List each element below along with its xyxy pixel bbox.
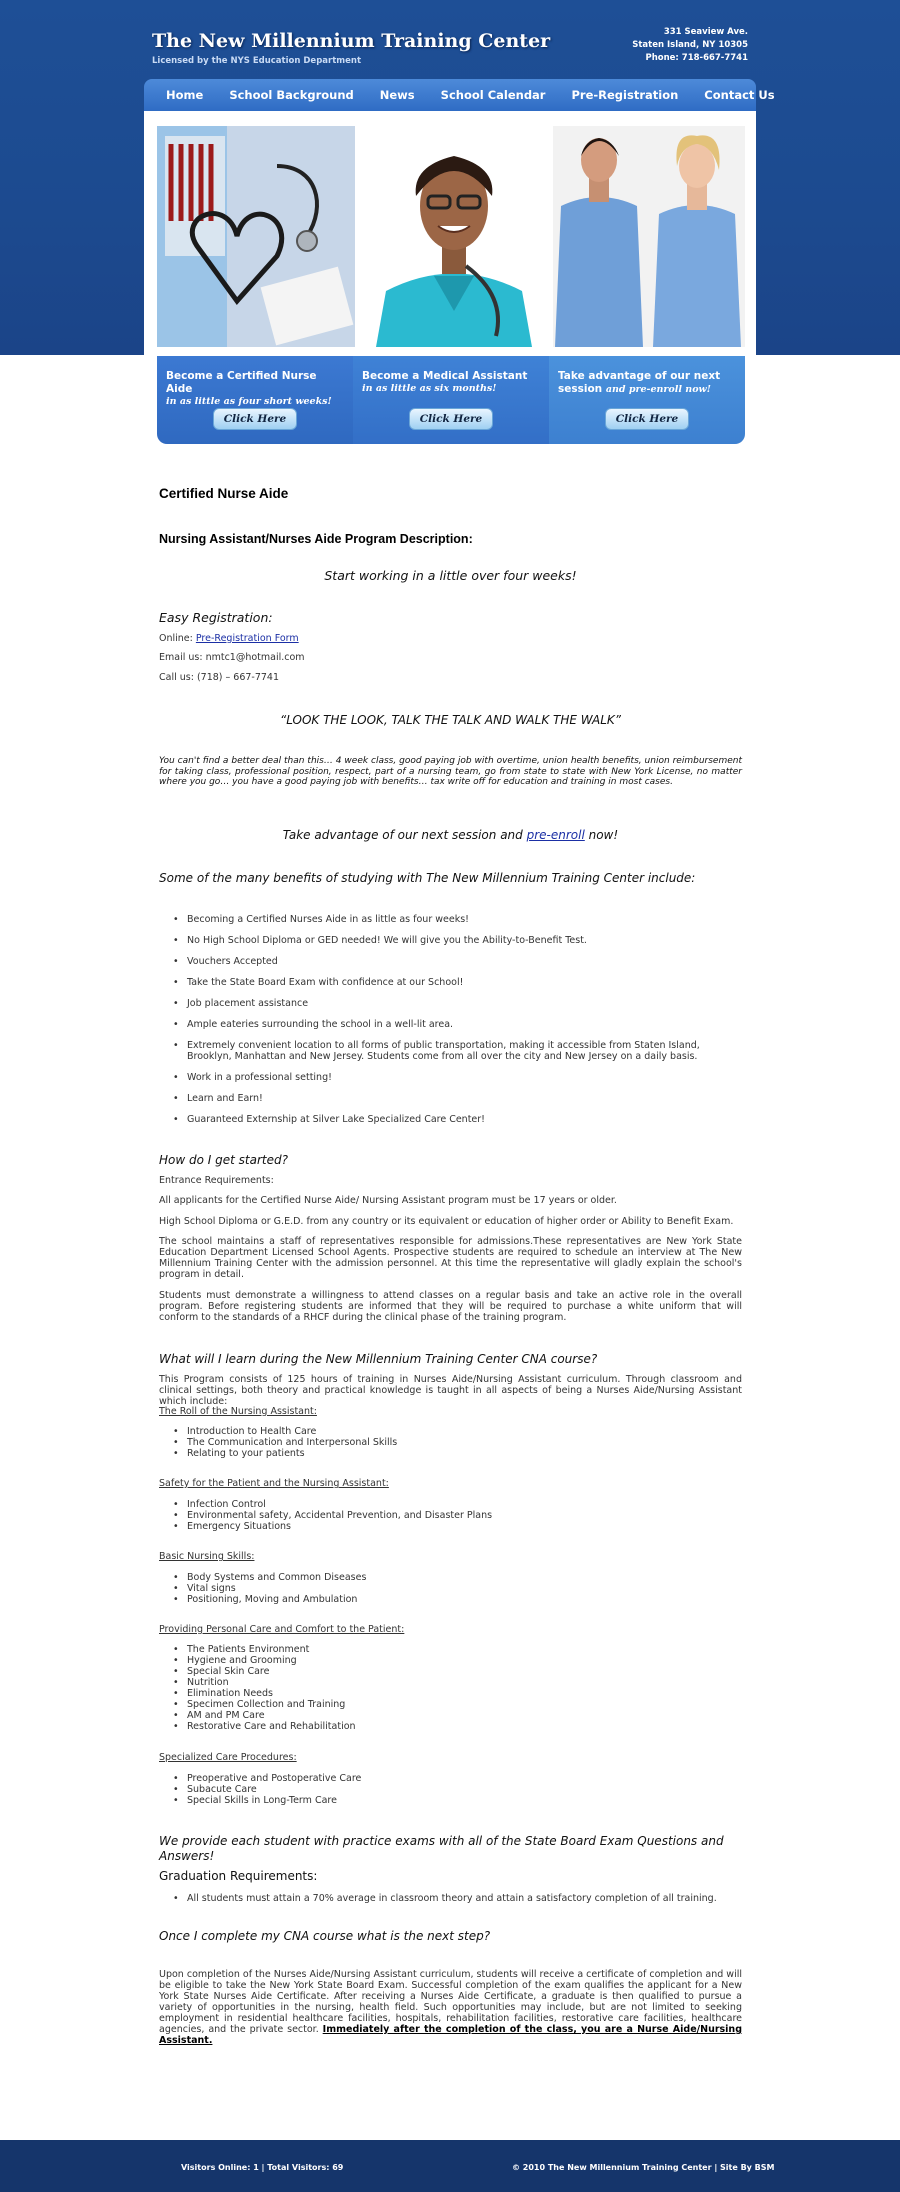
medical-assistant-photo — [356, 126, 552, 347]
section-item: • Specimen Collection and Training — [159, 1699, 742, 1710]
take-advantage-post: now! — [584, 828, 619, 842]
section-item: • Elimination Needs — [159, 1688, 742, 1699]
take-advantage-line — [159, 828, 742, 843]
nav-pre-registration[interactable]: Pre-Registration — [571, 88, 679, 102]
site-title[interactable]: The New Millennium Training Center — [152, 30, 551, 52]
benefit-item: • Learn and Earn! — [159, 1093, 742, 1104]
section-list — [159, 1499, 742, 1532]
learn-heading: What will I learn during the New Millennium Training Center CNA course? — [159, 1352, 598, 1366]
section-item: • Environmental safety, Accidental Prevention, and Disaster Plans — [159, 1510, 742, 1521]
section-list — [159, 1572, 742, 1605]
nav-school-background[interactable]: School Background — [229, 88, 354, 102]
benefit-item: • Guaranteed Externship at Silver Lake Specialized Care Center! — [159, 1114, 742, 1125]
stethoscope-photo — [157, 126, 355, 347]
promo-pre-enroll — [549, 356, 745, 444]
site-subtitle: Licensed by the NYS Education Department — [152, 56, 362, 66]
easy-registration-heading: Easy Registration: — [159, 610, 273, 625]
section-item: • AM and PM Care — [159, 1710, 742, 1721]
section-item: • Introduction to Health Care — [159, 1426, 742, 1437]
section-item: • The Communication and Interpersonal Skills — [159, 1437, 742, 1448]
benefit-item: • Becoming a Certified Nurses Aide in as little as four weeks! — [159, 914, 742, 925]
graduation-heading: Graduation Requirements: — [159, 1869, 318, 1883]
section-item: • Relating to your patients — [159, 1448, 742, 1459]
promo-enroll-sub: and pre-enroll now! — [605, 384, 711, 395]
get-started-heading: How do I get started? — [159, 1153, 288, 1167]
online-line — [159, 633, 742, 644]
benefits-heading: Some of the many benefits of studying with The New Millennium Training Center include: — [159, 871, 696, 885]
section-title: Basic Nursing Skills: — [159, 1551, 255, 1562]
address-street: 331 Seaview Ave. — [663, 27, 748, 37]
page-title: Certified Nurse Aide — [159, 486, 289, 501]
tagline: Start working in a little over four weeks! — [324, 568, 577, 583]
promo-medical-assistant — [353, 356, 549, 444]
learn-intro: This Program consists of 125 hours of training in Nurses Aide/Nursing Assistant curriculum. Through classroom and clinical settings, both theory and practical knowledge is taught in all aspects of being a Nurses Aide/Nursing Assistant which include: — [159, 1374, 742, 1407]
section-title: Specialized Care Procedures: — [159, 1752, 297, 1763]
pre-registration-link[interactable]: Pre-Registration Form — [195, 633, 299, 644]
visitor-counter: Visitors Online: 1 | Total Visitors: 69 — [181, 2163, 344, 2172]
main-nav — [144, 79, 775, 111]
benefit-item: • Ample eateries surrounding the school in a well-lit area. — [159, 1019, 742, 1030]
pitch-paragraph: You can't find a better deal than this… 4 week class, good paying job with overtime, union health benefits, union reimbursement for taking class, professional position, respect, part of a nursing team, go from state to state with New York License, no matter where you go… you have a good paying job with benefits… tax write off for education and training in most cases. — [159, 756, 742, 787]
hero-banner — [144, 111, 756, 355]
benefit-item: • Job placement assistance — [159, 998, 742, 1009]
section-item: • Preoperative and Postoperative Care — [159, 1773, 742, 1784]
benefits-list — [159, 914, 742, 1125]
promo-enroll-heading — [558, 370, 736, 396]
section-item: • Restorative Care and Rehabilitation — [159, 1721, 742, 1732]
section-list — [159, 1426, 742, 1459]
promo-ma-sub: in as little as six months! — [362, 383, 497, 394]
section-item: • Special Skills in Long-Term Care — [159, 1795, 742, 1806]
nurses-photo — [553, 126, 745, 347]
promo-strip — [157, 356, 745, 444]
nav-home[interactable]: Home — [166, 88, 204, 102]
motto: “LOOK THE LOOK, TALK THE TALK AND WALK THE WALK” — [279, 713, 621, 727]
promo-enroll-button[interactable]: Click Here — [605, 408, 689, 430]
online-label: Online: — [159, 633, 196, 644]
graduation-list — [159, 1893, 742, 1904]
requirement-interview: The school maintains a staff of representatives responsible for admissions.These representatives are New York State Education Department Licensed School Agents. Prospective students are required to schedule an interview at The New Millennium Training Center with the admission personnel. At this time the representative will gladly explain the school's program in detail. — [159, 1236, 742, 1280]
promo-cna — [157, 356, 353, 444]
promo-enroll-heading-text: Take advantage of our next session — [558, 370, 721, 395]
take-advantage-pre: Take advantage of our next session and — [282, 828, 527, 842]
section-item: • Vital signs — [159, 1583, 742, 1594]
requirement-attendance: Students must demonstrate a willingness to attend classes on a regular basis and take an active role in the overall program. Before registering students are informed that they will be required to purchase a white uniform that will conform to the standards of a RHCF during the clinical phase of the training program. — [159, 1290, 742, 1323]
benefit-item: • No High School Diploma or GED needed! We will give you the Ability-to-Benefit Test. — [159, 935, 742, 946]
requirement-diploma: High School Diploma or G.E.D. from any country or its equivalent or education of higher order or Ability to Benefit Exam. — [159, 1216, 734, 1227]
next-step-heading: Once I complete my CNA course what is the next step? — [159, 1929, 491, 1943]
nav-news[interactable]: News — [379, 88, 415, 102]
section-title: Providing Personal Care and Comfort to the Patient: — [159, 1624, 405, 1635]
email-line: Email us: nmtc1@hotmail.com — [159, 652, 305, 663]
section-item: • Hygiene and Grooming — [159, 1655, 742, 1666]
section-item: • Nutrition — [159, 1677, 742, 1688]
section-item: • Positioning, Moving and Ambulation — [159, 1594, 742, 1605]
benefit-item: • Extremely convenient location to all forms of public transportation, making it accessible from Staten Island, Brooklyn, Manhattan and New Jersey. Students come from all over the city and New Jersey on a daily basis. — [159, 1040, 742, 1062]
address-city: Staten Island, NY 10305 — [632, 40, 748, 50]
promo-cna-button[interactable]: Click Here — [213, 408, 297, 430]
section-list — [159, 1644, 742, 1732]
header-phone: Phone: 718-667-7741 — [645, 53, 748, 63]
program-heading: Nursing Assistant/Nurses Aide Program Description: — [159, 532, 473, 546]
benefit-item: • Take the State Board Exam with confidence at our School! — [159, 977, 742, 988]
benefit-item: • Vouchers Accepted — [159, 956, 742, 967]
section-item: • The Patients Environment — [159, 1644, 742, 1655]
promo-ma-button[interactable]: Click Here — [409, 408, 493, 430]
next-step-paragraph — [159, 1969, 742, 2046]
entrance-requirements: Entrance Requirements: — [159, 1175, 274, 1186]
section-item: • Infection Control — [159, 1499, 742, 1510]
header-address — [632, 26, 748, 65]
copyright: © 2010 The New Millennium Training Center | Site By BSM — [512, 2163, 775, 2172]
call-line: Call us: (718) – 667-7741 — [159, 672, 280, 683]
requirement-age: All applicants for the Certified Nurse Aide/ Nursing Assistant program must be 17 years or older. — [159, 1195, 617, 1206]
nav-school-calendar[interactable]: School Calendar — [440, 88, 546, 102]
pre-enroll-link[interactable]: pre-enroll — [526, 828, 585, 842]
promo-ma-heading: Become a Medical Assistant — [362, 370, 528, 382]
section-title: Safety for the Patient and the Nursing Assistant: — [159, 1478, 389, 1489]
graduation-item: • All students must attain a 70% average in classroom theory and attain a satisfactory completion of all training. — [159, 1893, 742, 1904]
promo-cna-heading: Become a Certified Nurse Aide — [166, 370, 317, 395]
benefit-item: • Work in a professional setting! — [159, 1072, 742, 1083]
section-item: • Subacute Care — [159, 1784, 742, 1795]
nav-contact-us[interactable]: Contact Us — [704, 88, 775, 102]
section-item: • Body Systems and Common Diseases — [159, 1572, 742, 1583]
practice-exams: We provide each student with practice exams with all of the State Board Exam Questions and Answers! — [159, 1834, 724, 1863]
section-item: • Special Skin Care — [159, 1666, 742, 1677]
section-item: • Emergency Situations — [159, 1521, 742, 1532]
next-step-bold: Immediately after the completion of the class, you are a Nurse Aide/Nursing Assistant. — [159, 2024, 742, 2046]
next-step-body: Upon completion of the Nurses Aide/Nursing Assistant curriculum, students will receive a certificate of completion and will be eligible to take the New York State Board Exam. Successful completion of the exam qualifies the applicant for a New York State Nurses Aide Certificate. After receiving a Nurses Aide Certificate, a graduate is then qualified to pursue a variety of opportunities in the nursing, health field. Such opportunities may include, but are not limited to seeking employment in residential healthcare facilities, hospitals, rehabilitation facilities, restorative care facilities, healthcare agencies, and the private sector. — [159, 1969, 742, 2035]
section-title: The Roll of the Nursing Assistant: — [159, 1406, 317, 1417]
section-list — [159, 1773, 742, 1806]
promo-cna-sub: in as little as four short weeks! — [166, 396, 332, 407]
